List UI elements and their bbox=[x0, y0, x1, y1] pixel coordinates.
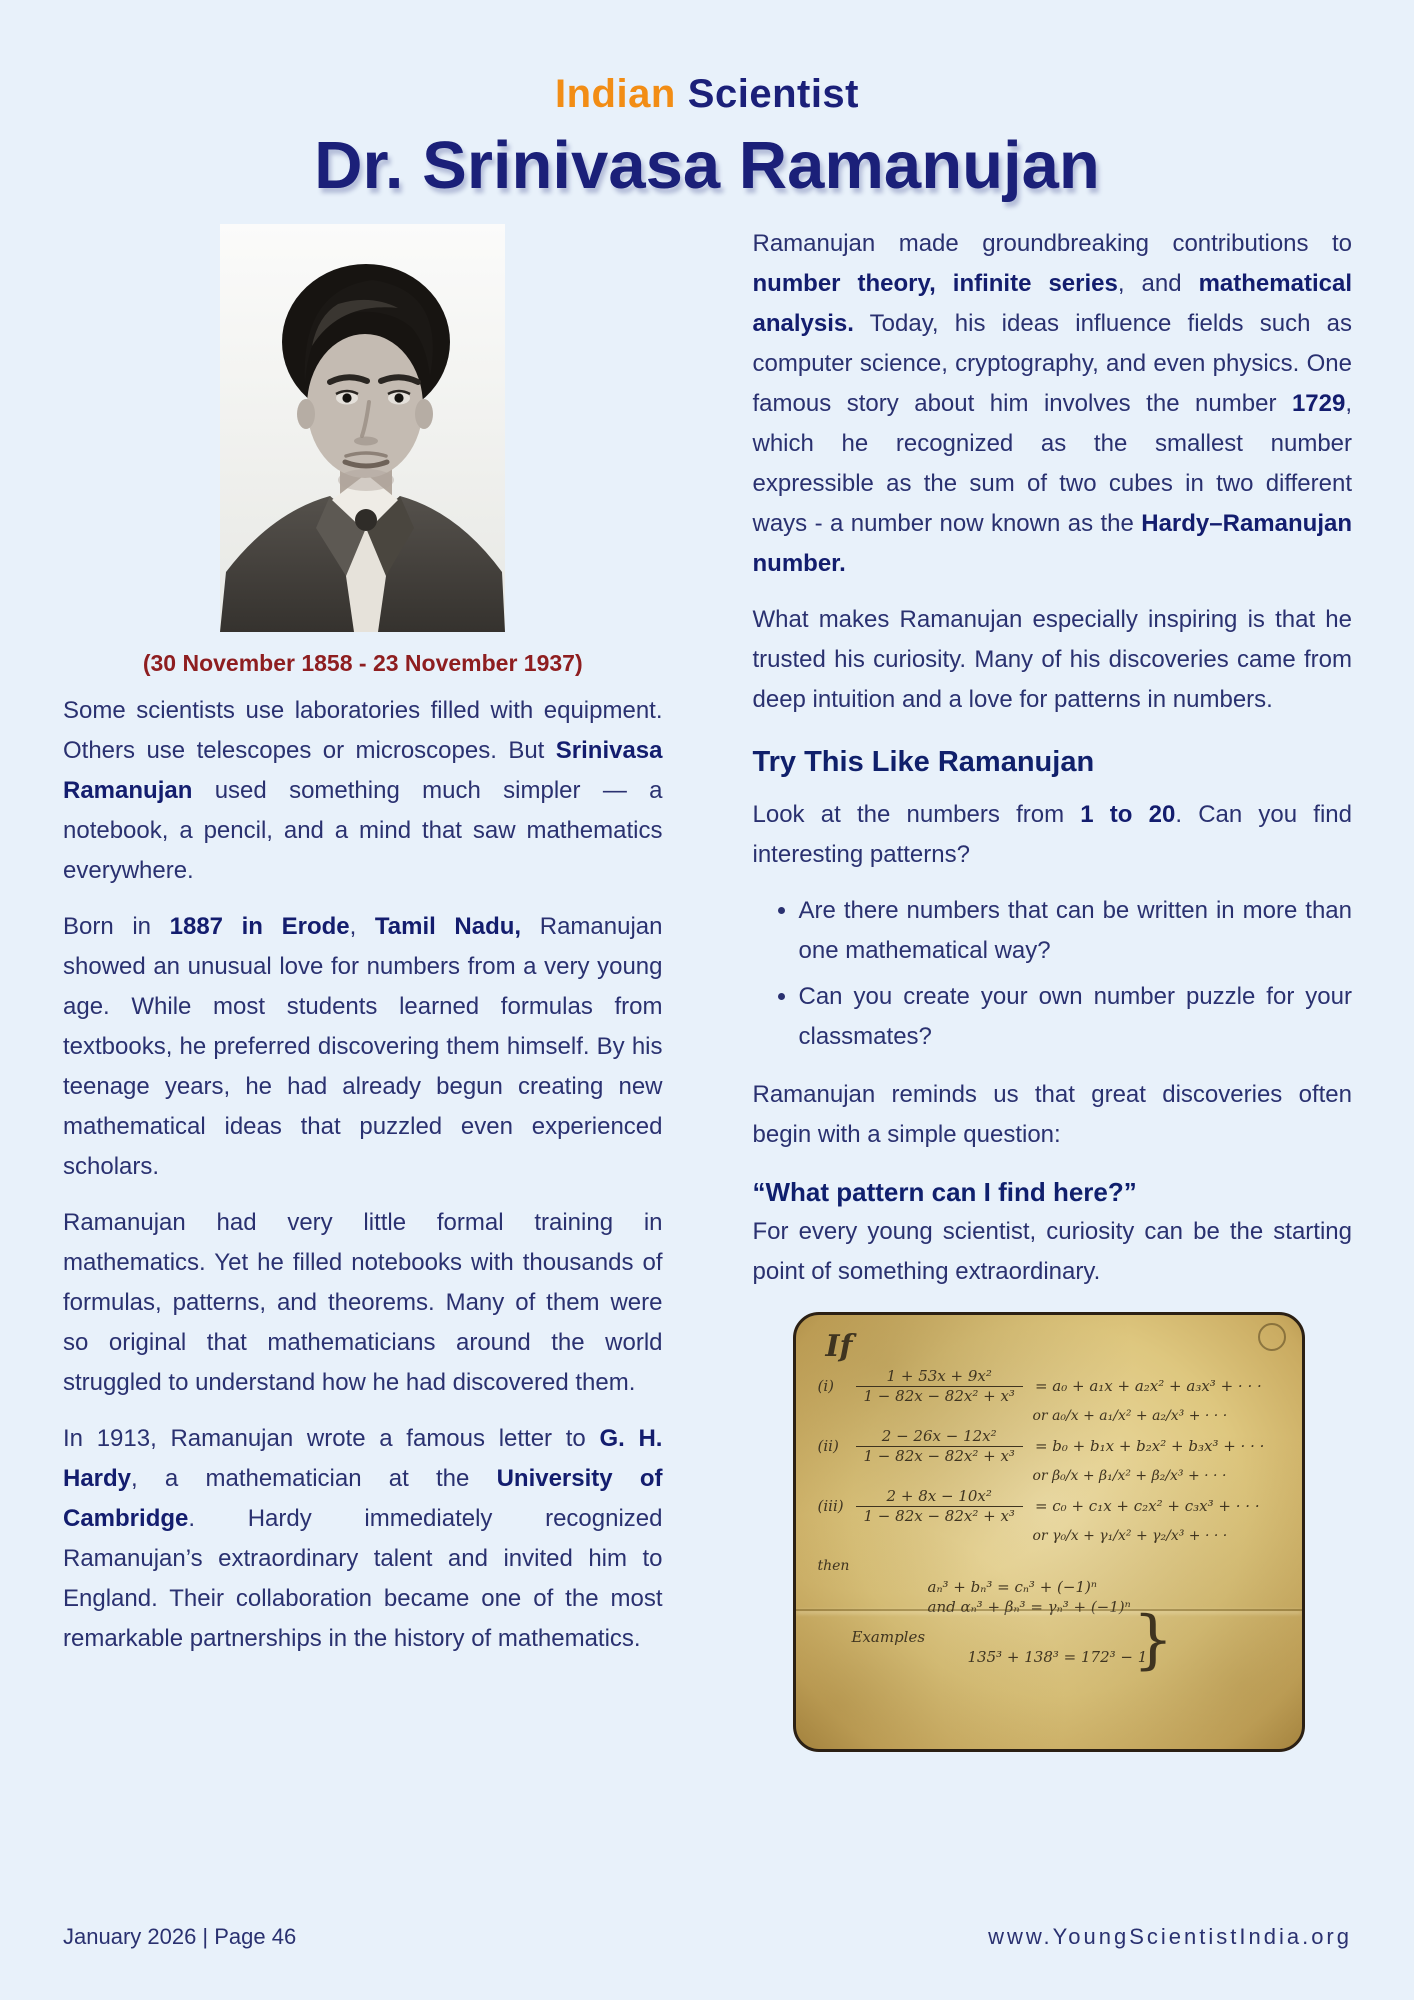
notebook-formula-line: Examples bbox=[851, 1628, 926, 1646]
paragraph-hardy-letter: In 1913, Ramanujan wrote a famous letter to G. H. Hardy, a mathematician at the University of Cambridge. Hardy immediately recognized Ramanujan’s extraordinary talent and invited him to England. Their collaboration became one of the most remarkable partnerships in the history of mathematics. bbox=[63, 1425, 663, 1652]
portrait-illustration bbox=[220, 224, 505, 632]
kicker bbox=[0, 72, 1414, 117]
masthead bbox=[0, 0, 1414, 204]
activity-item-number-puzzle: • Can you create your own number puzzle for your classmates? bbox=[799, 977, 1353, 1057]
page-title: Dr. Srinivasa Ramanujan bbox=[314, 128, 1100, 203]
notebook-brace: } bbox=[1132, 1603, 1174, 1677]
left-column bbox=[63, 224, 663, 1675]
notebook-formula-line: then bbox=[817, 1558, 850, 1574]
paragraph-intro: Some scientists use laboratories filled with equipment. Others use telescopes or microscopes. But Srinivasa Ramanujan used something much simpler — a notebook, a pencil, and a mind that saw mathematics everywhere. bbox=[63, 697, 663, 884]
section-heading-try-this: Try This Like Ramanujan bbox=[752, 746, 1095, 778]
notebook-formula-line: or β₀/x + β₁/x² + β₂/x³ + · · · bbox=[1032, 1468, 1227, 1484]
notebook-formula-line: and αₙ³ + βₙ³ = γₙ³ + (−1)ⁿ bbox=[927, 1598, 1131, 1616]
notebook-formula-line: If bbox=[825, 1329, 853, 1364]
activity-list bbox=[753, 891, 1353, 1057]
paragraph-reminder: Ramanujan reminds us that great discoveries often begin with a simple question: bbox=[752, 1081, 1352, 1148]
footer-issue-page: January 2026 | Page 46 bbox=[63, 1924, 297, 1949]
footer-website: www.YoungScientistIndia.org bbox=[988, 1924, 1352, 1949]
notebook-formula-line: or a₀/x + a₁/x² + a₂/x³ + · · · bbox=[1032, 1408, 1228, 1424]
activity-intro: Look at the numbers from 1 to 20. Can you find interesting patterns? bbox=[752, 801, 1353, 868]
notebook-formula-line: 135³ + 138³ = 172³ − 1 bbox=[967, 1648, 1148, 1666]
notebook-formula-line: (i) $\frac{\text{1 + 53x + 9x²}}{\text{1 − 82x − 82x² + x³}}$ = a₀ + a₁x + a₂x² + a₃x³ + · · · bbox=[817, 1367, 1262, 1405]
paragraph-contributions: Ramanujan made groundbreaking contributions to number theory, infinite series, and mathematical analysis. Today, his ideas influence fields such as computer science, cryptography, and even physics. One famous story about him involves the number 1729, which he recognized as the smallest number expressible as the sum of two cubes in two different ways - a number now known as the Hardy–Ramanujan number. bbox=[752, 230, 1352, 577]
paragraph-curiosity: What makes Ramanujan especially inspiring is that he trusted his curiosity. Many of his discoveries came from deep intuition and a love for patterns in numbers. bbox=[752, 606, 1352, 713]
life-dates: (30 November 1858 - 23 November 1937) bbox=[142, 650, 583, 676]
paragraph-birth: Born in 1887 in Erode, Tamil Nadu, Ramanujan showed an unusual love for numbers from a very young age. While most students learned formulas from textbooks, he preferred discovering them himself. By his teenage years, he had already begun creating new mathematical ideas that puzzled even experienced scholars. bbox=[63, 913, 663, 1180]
kicker-word-scientist: Scientist bbox=[687, 72, 859, 116]
two-column-layout bbox=[0, 204, 1414, 1752]
ramanujan-portrait-photo bbox=[220, 224, 505, 632]
notebook-formula-line: (ii) $\frac{\text{2 − 26x − 12x²}}{\text{1 − 82x − 82x² + x³}}$ = b₀ + b₁x + b₂x² + b₃x³ + · · · bbox=[817, 1427, 1265, 1465]
activity-item-multiple-ways: • Are there numbers that can be written in more than one mathematical way? bbox=[799, 891, 1353, 971]
paragraph-training: Ramanujan had very little formal training in mathematics. Yet he filled notebooks with thousands of formulas, patterns, and theorems. Many of them were so original that mathematicians around the world struggled to understand how he had discovered them. bbox=[63, 1209, 663, 1396]
notebook-formula-line: aₙ³ + bₙ³ = cₙ³ + (−1)ⁿ bbox=[927, 1578, 1097, 1596]
kicker-word-indian: Indian bbox=[555, 72, 676, 116]
page-footer bbox=[63, 1924, 1352, 1950]
notebook-formula-line: (iii) $\frac{\text{2 + 8x − 10x²}}{\text{1 − 82x − 82x² + x³}}$ = c₀ + c₁x + c₂x² + c₃x³ + · · · bbox=[817, 1487, 1260, 1525]
right-column bbox=[753, 224, 1353, 1752]
ramanujan-notebook-image bbox=[793, 1312, 1305, 1752]
paragraph-closing: For every young scientist, curiosity can be the starting point of something extraordinary. bbox=[752, 1218, 1352, 1285]
pattern-quote: “What pattern can I find here?” bbox=[752, 1177, 1137, 1207]
notebook-formula-line: or γ₀/x + γ₁/x² + γ₂/x³ + · · · bbox=[1032, 1528, 1228, 1544]
